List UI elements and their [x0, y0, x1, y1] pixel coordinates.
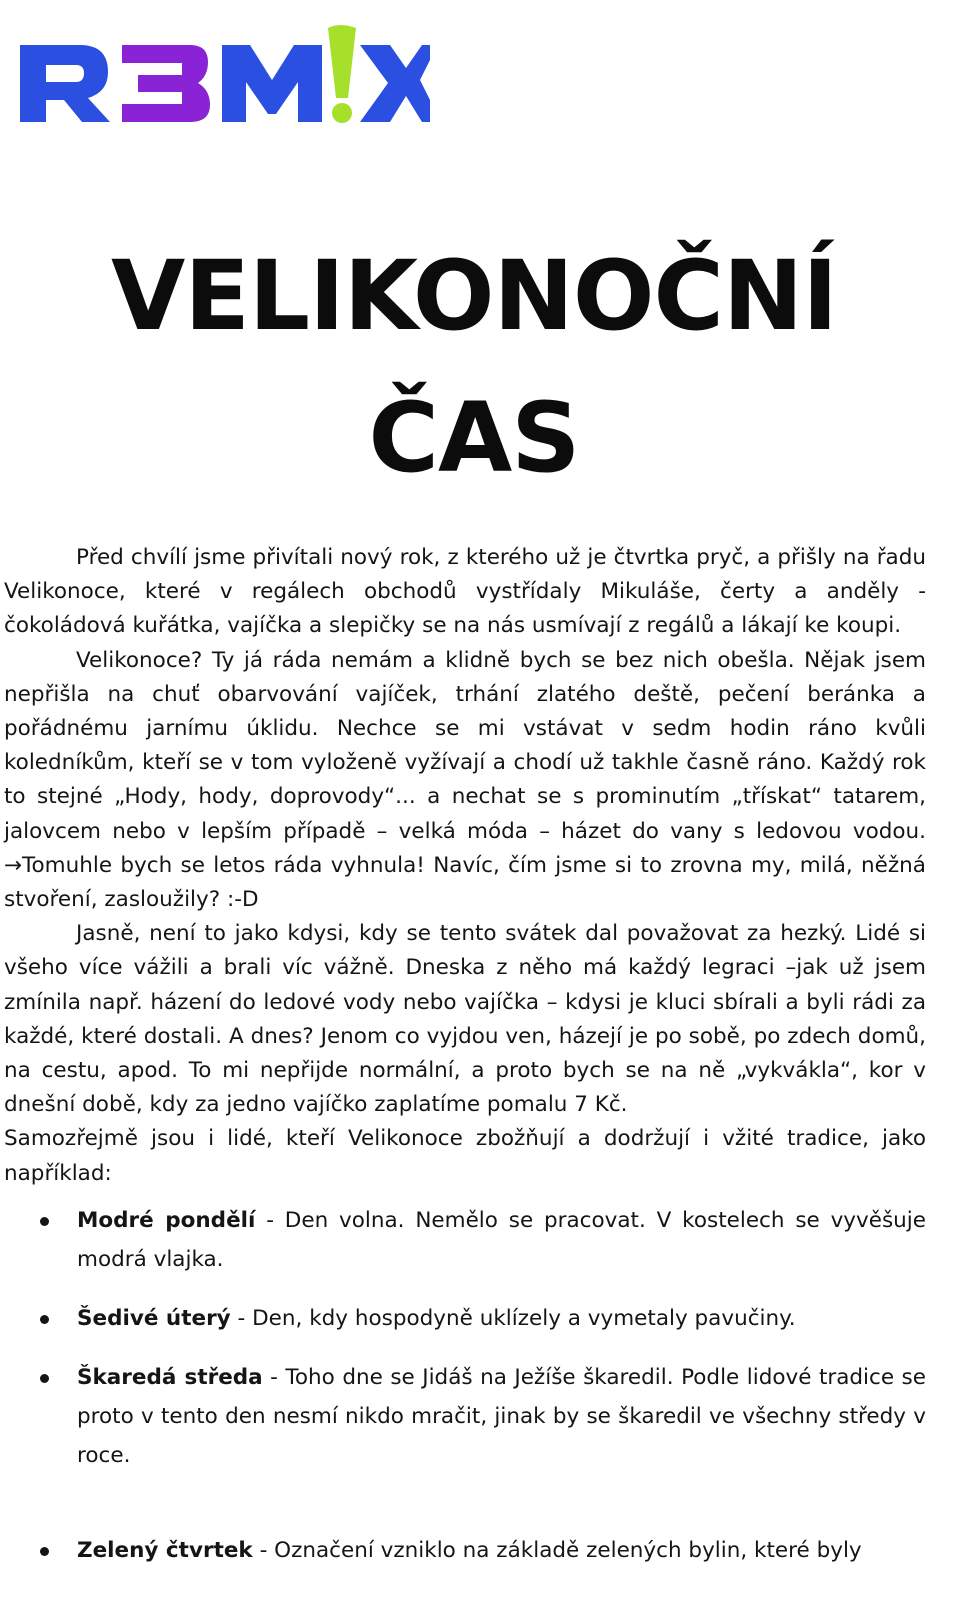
paragraph-traditions: Samozřejmě jsou i lidé, kteří Velikonoce zbožňují a dodržují i vžité tradice, jako například: [4, 1126, 926, 1186]
list-item [4, 1531, 926, 1570]
logo-letter-x [360, 45, 430, 122]
list-item [4, 1358, 926, 1475]
remix-logo [10, 10, 430, 140]
day-description: - Den, kdy hospodyně uklízely a vymetaly pavučiny. [230, 1306, 796, 1331]
paragraph-intro: Před chvílí jsme přivítali nový rok, z kterého už je čtvrtka pryč, a přišly na řadu Velikonoce, které v regálech obchodů vystřídaly Mikuláše, čerty a anděly - čokoládová kuřátka, vajíčka a slepičky se na nás usmívají z regálů a lákají ke koupi. [4, 545, 926, 639]
bullet-icon [40, 1547, 49, 1556]
list-item [4, 1201, 926, 1279]
bullet-icon [40, 1315, 49, 1324]
day-description: - Den volna. Nemělo se pracovat. V kostelech se vyvěšuje modrá vlajka. [77, 1208, 926, 1272]
page-title-line-2: ČAS [368, 382, 580, 494]
bullet-icon [40, 1374, 49, 1383]
list-item [4, 1299, 926, 1338]
remix-logo-graphic [10, 10, 430, 140]
page-title-line-1: VELIKONOČNÍ [111, 240, 837, 352]
day-name: Modré pondělí [77, 1208, 256, 1233]
day-description: - Označení vzniklo na základě zelených bylin, které byly [252, 1538, 862, 1563]
holy-week-list [4, 1201, 926, 1570]
paragraph-past: Jasně, není to jako kdysi, kdy se tento svátek dal považovat za hezký. Lidé si všeho více vážili a brali víc vážně. Dneska z něho má každý legraci –jak už jsem zmínila např. házení do ledové vody nebo vajíčka – kdysi je kluci sbírali a byli rádi za každé, které dostali. A dnes? Jenom co vyjdou ven, házejí je po sobě, po zdech domů, na cestu, apod. To mi nepřijde normální, a proto bych se na ně „vykvákla“, kor v dnešní době, kdy za jedno vajíčko zaplatíme pomalu 7 Kč. [4, 921, 926, 1118]
logo-letter-m [222, 45, 322, 122]
logo-letter-r [20, 45, 110, 122]
day-name: Šedivé úterý [77, 1306, 231, 1331]
logo-letter-three [122, 45, 210, 122]
day-name: Škaredá středa [77, 1365, 263, 1390]
day-description: - Toho dne se Jidáš na Ježíše škaredil. Podle lidové tradice se proto v tento den nesmí nikdo mračit, jinak by se škaredil ve všechny středy v roce. [77, 1365, 926, 1468]
logo-letter-i-dot [332, 103, 352, 123]
logo-letter-i [328, 25, 356, 98]
article-body [4, 541, 926, 1191]
bullet-icon [40, 1217, 49, 1226]
day-name: Zelený čtvrtek [77, 1538, 253, 1563]
paragraph-opinion: Velikonoce? Ty já ráda nemám a klidně bych se bez nich obešla. Nějak jsem nepřišla na chuť obarvování vajíček, trhání zlatého deště, pečení beránka a pořádnému jarnímu úklidu. Nechce se mi vstávat v sedm hodin ráno kvůli koledníkům, kteří se v tom vyloženě vyžívají a chodí už takhle časně ráno. Každý rok to stejné „Hody, hody, doprovody“... a nechat se s prominutím „třískat“ tatarem, jalovcem nebo v lepším případě – velká móda – házet do vany s ledovou vodou. →Tomuhle bych se letos ráda vyhnula! Navíc, čím jsme si to zrovna my, milá, něžná stvoření, zasloužily? :-D [4, 647, 926, 913]
